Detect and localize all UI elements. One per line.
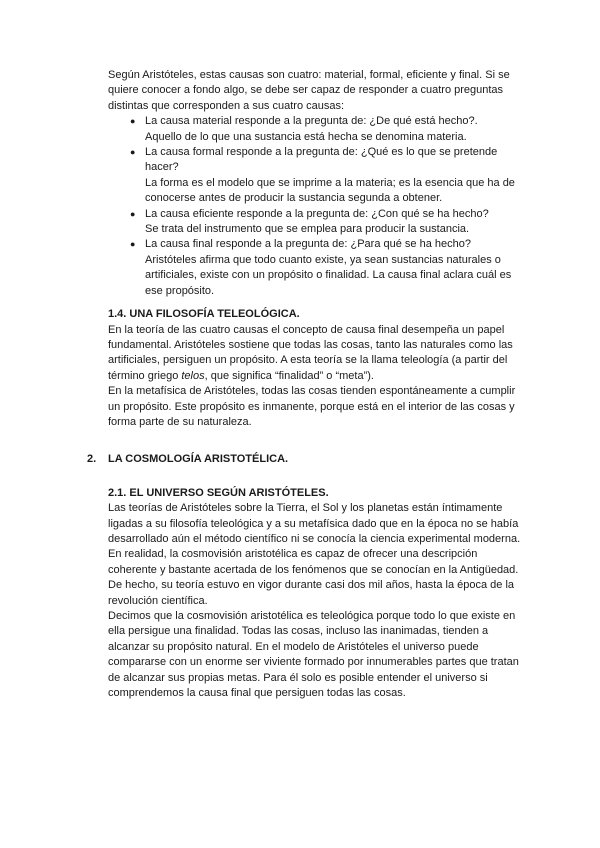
bullet-icon: ● — [130, 147, 136, 158]
cause-explanation: La forma es el modelo que se imprime a la materia; es la esencia que ha de conocerse antes de producir la sustancia segunda a obtener. — [145, 176, 515, 205]
cause-explanation: Se trata del instrumento que se emplea para producir la sustancia. — [145, 223, 470, 236]
cause-question: La causa formal responde a la pregunta de: ¿Qué es lo que se pretende hacer? — [145, 146, 498, 174]
telos-term: telos — [181, 369, 205, 382]
teleology-text-start: En la teoría de las cuatro causas el concepto de causa final desempeña un papel fundamental. Aristóteles sostiene que todas las cosas, tanto las naturales como las artificiales, persiguen un propósito. A esta teoría se la llama teleología (a partir del término griego — [108, 323, 513, 382]
section-title: LA COSMOLOGÍA ARISTOTÉLICA. — [108, 453, 289, 466]
universe-paragraph-1: Las teorías de Aristóteles sobre la Tierra, el Sol y los planetas están íntimamente ligadas a su filosofía teleológica y a su metafísica dado que en la época no se había desarrollado aún el método científico ni se conocía la ciencia experimental moderna. — [108, 502, 521, 545]
section-heading-2-1: 2.1. EL UNIVERSO SEGÚN ARISTÓTELES. — [108, 486, 329, 499]
universe-paragraph-2: En realidad, la cosmovisión aristotélica es capaz de ofrecer una descripción coherente y bastante acertada de los fenómenos que se conocían en la Antigüedad. De hecho, su teoría estuvo en vigor durante casi dos mil años, hasta la época de la revolución científica. — [108, 548, 519, 607]
bullet-icon: ● — [130, 116, 136, 127]
intro-paragraph: Según Aristóteles, estas causas son cuatro: material, formal, eficiente y final. Si se quiere conocer a fondo algo, se debe ser capaz de responder a cuatro preguntas distintas que corresponden a sus cuatro causas: — [108, 69, 510, 112]
cause-explanation: Aristóteles afirma que todo cuanto existe, ya sean sustancias naturales o artificiales, existe con un propósito o finalidad. La causa final aclara cuál es ese propósito. — [145, 253, 512, 297]
section-heading-2 — [87, 452, 522, 467]
teleology-paragraph — [108, 323, 522, 385]
bullet-icon: ● — [130, 239, 136, 250]
cause-question: La causa material responde a la pregunta de: ¿De qué está hecho?. — [145, 115, 478, 128]
universe-paragraph-3: Decimos que la cosmovisión aristotélica es teleológica porque todo lo que existe en ella persigue una finalidad. Todas las cosas, incluso las inanimadas, tienden a alcanzar su propósito natural. En el modelo de Aristóteles el universo puede compararse con un enorme ser viviente formado por innumerables partes que tratan de alcanzar sus propias metas. Para él solo es posible entender el universo si comprendemos la causa final que persiguen todas las cosas. — [108, 610, 519, 700]
cause-question: La causa eficiente responde a la pregunta de: ¿Con qué se ha hecho? — [145, 207, 489, 220]
cause-explanation: Aquello de lo que una sustancia está hecha se denomina materia. — [145, 130, 467, 143]
list-item — [108, 207, 522, 238]
list-item — [108, 145, 522, 207]
list-item — [108, 237, 522, 299]
list-item — [108, 114, 522, 145]
section-number: 2. — [87, 453, 97, 466]
section-heading-1-4: 1.4. UNA FILOSOFÍA TELEOLÓGICA. — [108, 308, 300, 321]
bullet-icon: ● — [130, 208, 136, 219]
causes-list — [108, 114, 522, 299]
cause-question: La causa final responde a la pregunta de: ¿Para qué se ha hecho? — [145, 238, 471, 251]
teleology-text-end: , que significa “finalidad” o “meta”). — [204, 369, 374, 382]
metaphysics-paragraph: En la metafísica de Aristóteles, todas las cosas tienden espontáneamente a cumplir un propósito. Este propósito es inmanente, porque está en el interior de las cosas y forma parte de su naturaleza. — [108, 385, 516, 428]
